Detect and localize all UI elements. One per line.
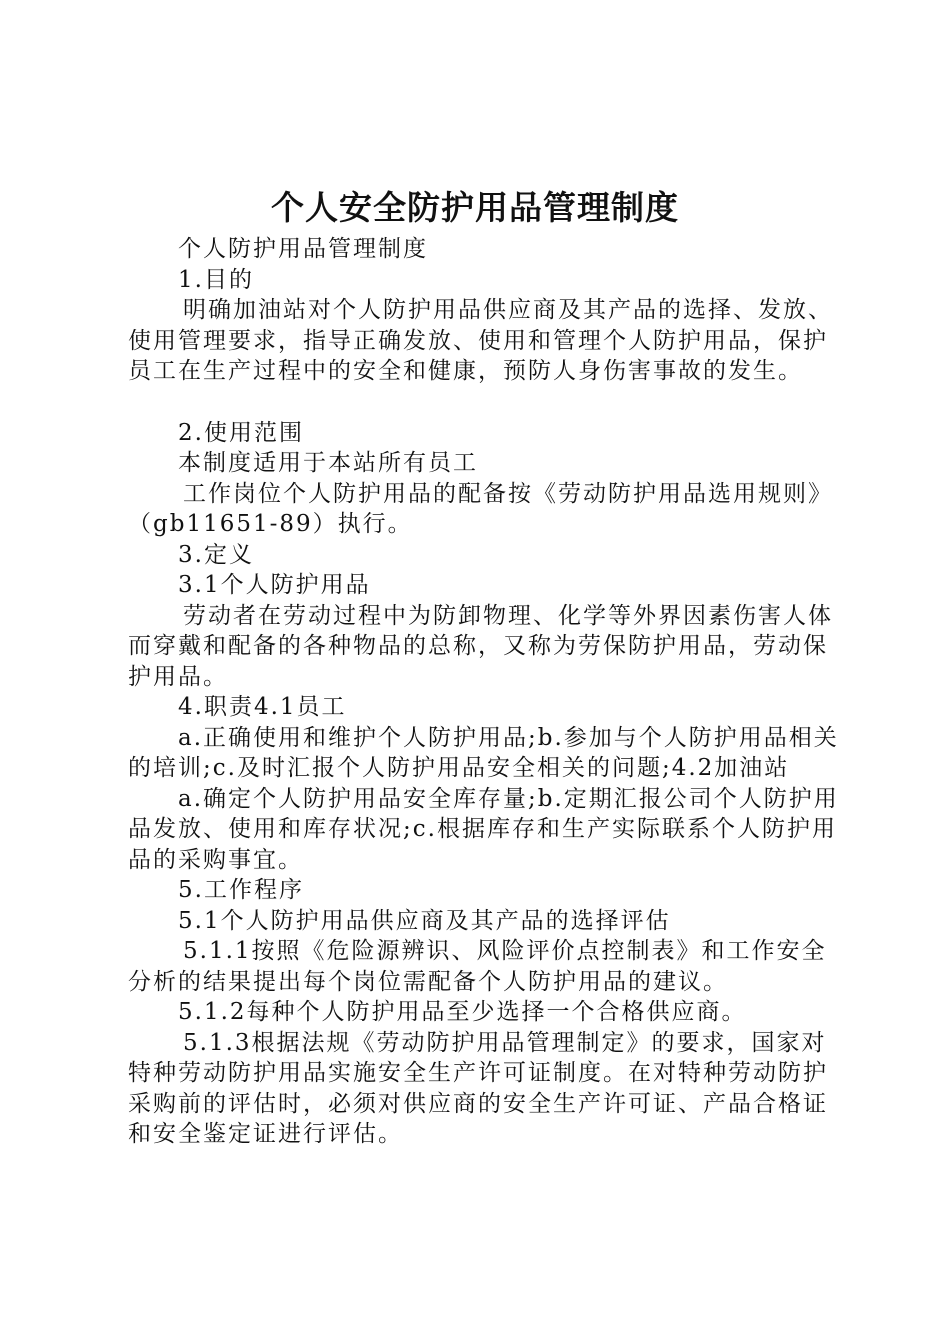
paragraph-station-duties: a.确定个人防护用品安全库存量;b.定期汇报公司个人防护用品发放、使用和库存状况;c.根据库存和生产实际联系个人防护用品的采购事宜。 xyxy=(128,785,839,873)
paragraph-scope: 本制度适用于本站所有员工 xyxy=(178,450,478,476)
paragraph-gap xyxy=(128,387,843,418)
section-heading-purpose: 1.目的 xyxy=(178,266,254,293)
paragraph-procedure-5-1-3: 5.1.3根据法规《劳动防护用品管理制定》的要求，国家对特种劳动防护用品实施安全生产许可证制度。在对特种劳动防护采购前的评估时，必须对供应商的安全生产许可证、产品合格证和安全鉴定证进行评估。 xyxy=(128,1029,828,1147)
document-body xyxy=(128,234,843,1150)
paragraph-procedure-5-1-2: 5.1.2每种个人防护用品至少选择一个合格供应商。 xyxy=(178,999,747,1025)
paragraph-subtitle: 个人防护用品管理制度 xyxy=(178,236,428,262)
paragraph-employee-duties: a.正确使用和维护个人防护用品;b.参加与个人防护用品相关的培训;c.及时汇报个人防护用品安全相关的问题;4.2加油站 xyxy=(128,724,839,781)
paragraph-scope-standard: 工作岗位个人防护用品的配备按《劳动防护用品选用规则》（gb11651-89）执行。 xyxy=(128,480,833,537)
section-heading-duties: 4.职责4.1员工 xyxy=(178,694,347,720)
paragraph-purpose: 明确加油站对个人防护用品供应商及其产品的选择、发放、使用管理要求，指导正确发放、使用和管理个人防护用品，保护员工在生产过程中的安全和健康，预防人身伤害事故的发生。 xyxy=(128,297,833,384)
section-heading-definition: 3.定义 xyxy=(178,541,254,568)
section-heading-scope: 2.使用范围 xyxy=(178,419,304,446)
subsection-heading-supplier: 5.1个人防护用品供应商及其产品的选择评估 xyxy=(178,907,671,934)
section-heading-procedure: 5.工作程序 xyxy=(178,877,304,903)
document-title: 个人安全防护用品管理制度 xyxy=(271,188,679,227)
subsection-heading-ppe: 3.1个人防护用品 xyxy=(178,572,371,598)
paragraph-procedure-5-1-1: 5.1.1按照《危险源辨识、风险评价点控制表》和工作安全分析的结果提出每个岗位需配备个人防护用品的建议。 xyxy=(128,938,827,995)
paragraph-definition: 劳动者在劳动过程中为防卸物理、化学等外界因素伤害人体而穿戴和配备的各种物品的总称，又称为劳保防护用品，劳动保护用品。 xyxy=(128,602,833,690)
